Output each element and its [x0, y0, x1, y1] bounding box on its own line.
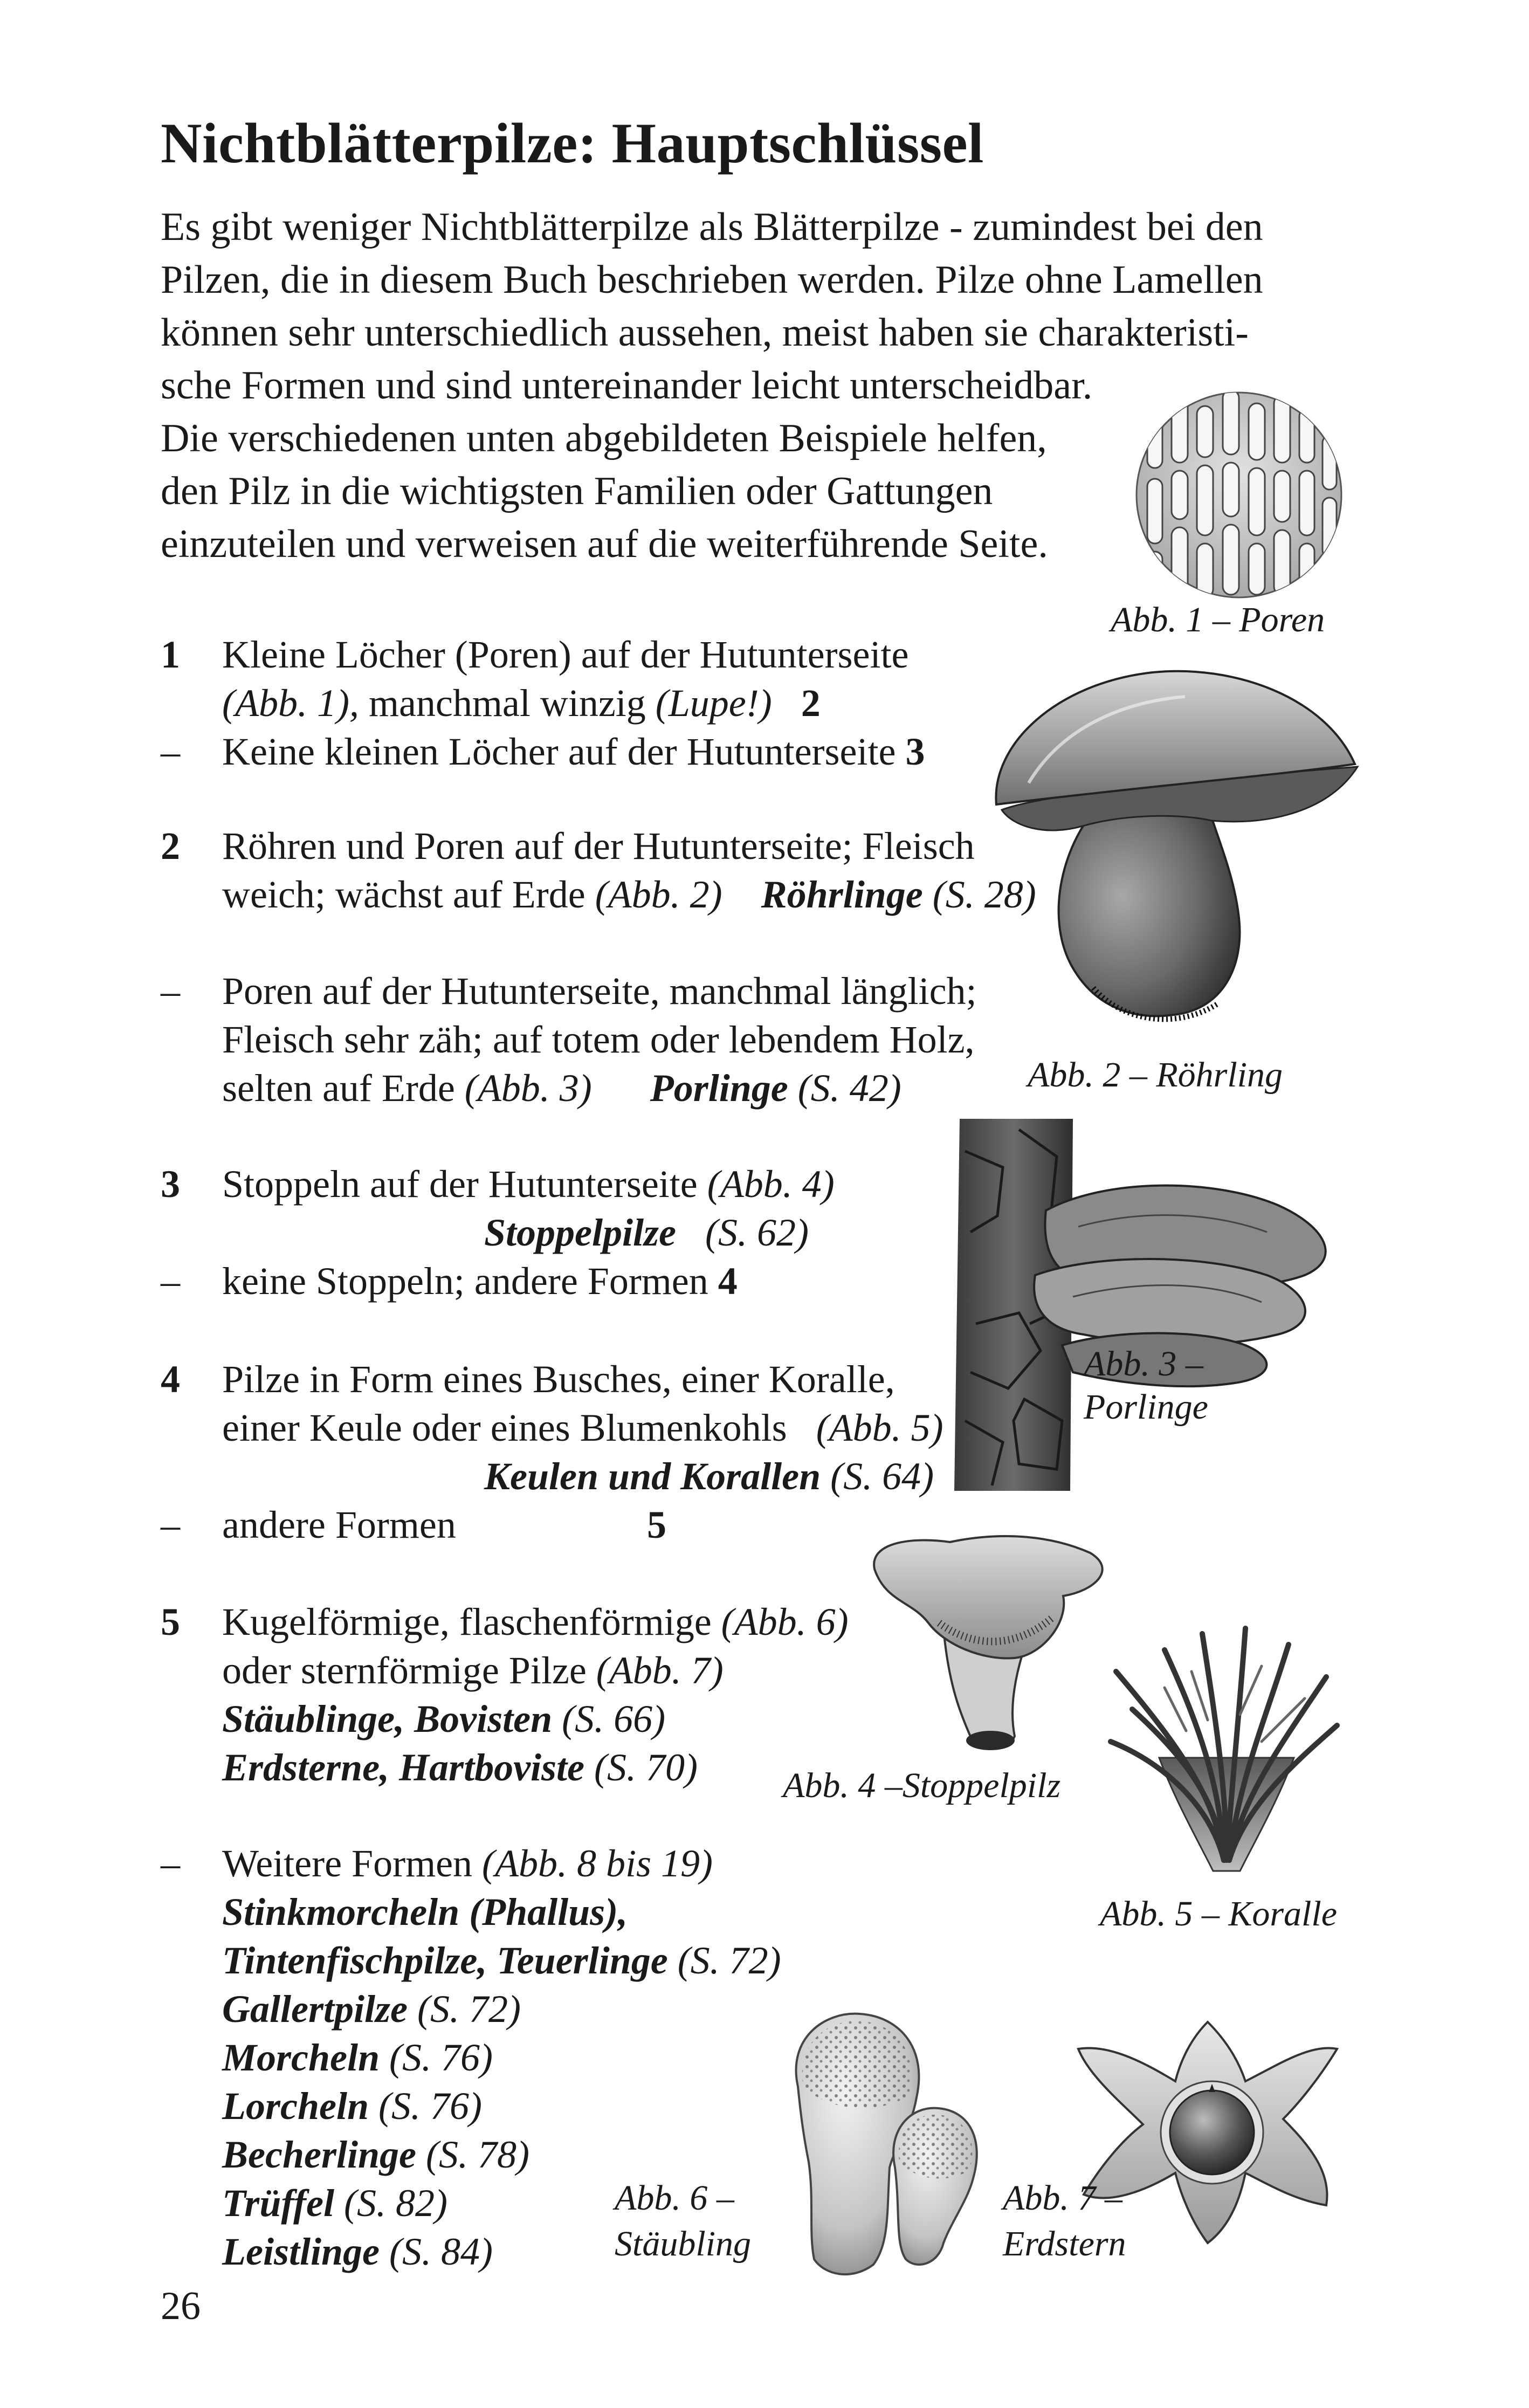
intro-line: Pilzen, die in diesem Buch beschrieben werden. Pilze ohne Lamellen	[161, 258, 1263, 302]
genus-name: Tintenfischpilze, Teuerlinge	[222, 1939, 668, 1982]
key-text-line	[222, 727, 925, 776]
figure-ref: (Abb. 1),	[222, 682, 359, 725]
key-text: Pilze in Form eines Busches, einer Koralle,	[222, 1358, 895, 1401]
key-goto: 5	[647, 1503, 666, 1546]
genus-name: Trüffel	[222, 2182, 334, 2225]
key-goto: 2	[801, 682, 821, 725]
page-ref: (S. 42)	[788, 1067, 901, 1110]
key-text: andere Formen	[222, 1503, 456, 1546]
genus-list-item	[222, 2227, 493, 2276]
puffball-illustration	[766, 2006, 992, 2286]
key-dash: –	[161, 1503, 180, 1546]
key-text-line	[222, 1694, 665, 1744]
bracket-fungus-illustration	[954, 1119, 1353, 1491]
figure-caption: Abb. 5 – Koralle	[1100, 1894, 1337, 1934]
genus-name: Röhrlinge	[761, 873, 923, 916]
genus-name: Porlinge	[650, 1067, 788, 1110]
key-text-line	[484, 1208, 809, 1257]
figure-caption: Abb. 4 –Stoppelpilz	[783, 1766, 1061, 1805]
figure-ref: (Abb. 6)	[721, 1600, 849, 1643]
intro-line: Die verschiedenen unten abgebildeten Beispiele helfen,	[161, 416, 1047, 460]
key-text-line	[222, 1403, 943, 1453]
bolete-illustration	[980, 664, 1368, 1052]
pores-illustration	[1131, 387, 1347, 603]
intro-line: sche Formen und sind untereinander leicht unterscheidbar.	[161, 363, 1093, 408]
page-number: 26	[161, 2284, 201, 2328]
key-text-line	[222, 1743, 698, 1792]
figure-caption-line: Erdstern	[1003, 2224, 1126, 2263]
figure-ref: (Abb. 4)	[707, 1162, 835, 1206]
key-text: Poren auf der Hutunterseite, manchmal länglich;	[222, 969, 977, 1013]
key-number: 2	[161, 824, 180, 868]
key-text: Fleisch sehr zäh; auf totem oder lebendem Holz,	[222, 1018, 975, 1061]
figure-caption-line: Abb. 3 –	[1084, 1344, 1203, 1384]
figure-caption-line: Stäubling	[615, 2224, 752, 2263]
page-ref: (S. 76)	[369, 2084, 482, 2128]
key-text: Weitere Formen	[222, 1842, 483, 1885]
key-text: keine Stoppeln; andere Formen	[222, 1260, 718, 1303]
key-text-line	[222, 678, 821, 728]
key-number: 1	[161, 633, 180, 676]
genus-name: Gallertpilze	[222, 1987, 408, 2031]
key-text: oder sternförmige Pilze	[222, 1649, 596, 1692]
key-number: 3	[161, 1162, 180, 1206]
intro-line: können sehr unterschiedlich aussehen, meist haben sie charakteristi-	[161, 311, 1249, 355]
intro-paragraph	[161, 201, 1263, 570]
key-hint: (Lupe!)	[655, 682, 772, 725]
key-text: Stoppeln auf der Hutunterseite	[222, 1162, 707, 1206]
page-ref: (S. 76)	[380, 2036, 493, 2079]
page-ref: (S. 28)	[922, 873, 1036, 916]
genus-list-item	[222, 1887, 628, 1937]
page-title: Nichtblätterpilze: Hauptschlüssel	[161, 112, 984, 175]
key-text: selten auf Erde	[222, 1067, 465, 1110]
key-text-line	[222, 1159, 835, 1209]
key-text-line	[222, 1256, 738, 1306]
page-ref: (S. 70)	[584, 1746, 698, 1789]
key-dash: –	[161, 730, 180, 773]
page-ref: (S. 62)	[705, 1211, 809, 1254]
key-text: Kleine Löcher (Poren) auf der Hutunterseite	[222, 633, 909, 676]
key-text-line	[222, 870, 1036, 919]
key-text-line	[222, 1063, 901, 1113]
key-text: Kugelförmige, flaschenförmige	[222, 1600, 721, 1643]
figure-ref: (Abb. 2)	[595, 873, 722, 916]
genus-name: Morcheln	[222, 2036, 380, 2079]
genus-name: Stoppelpilze	[484, 1211, 676, 1254]
key-text: manchmal winzig	[359, 682, 656, 725]
key-number: 5	[161, 1600, 180, 1643]
figure-caption-line: Abb. 6 –	[615, 2178, 734, 2218]
genus-list-item	[222, 2033, 493, 2082]
genus-name: Stinkmorcheln (Phallus),	[222, 1890, 628, 1934]
figure-ref: (Abb. 3)	[464, 1067, 592, 1110]
genus-list-item	[222, 2178, 447, 2228]
genus-name: Leistlinge	[222, 2230, 380, 2273]
key-text-line	[222, 1839, 713, 1888]
genus-name: Lorcheln	[222, 2084, 369, 2128]
intro-line: Es gibt weniger Nichtblätterpilze als Blätterpilze - zumindest bei den	[161, 205, 1263, 249]
page-ref: (S. 72)	[407, 1987, 521, 2031]
key-text: Röhren und Poren auf der Hutunterseite; Fleisch	[222, 824, 975, 868]
key-goto: 4	[718, 1260, 738, 1303]
key-text-line	[484, 1451, 934, 1501]
key-text: einer Keule oder eines Blumenkohls	[222, 1406, 797, 1449]
figure-caption: Abb. 2 – Röhrling	[1028, 1055, 1283, 1095]
genus-list-item	[222, 1984, 521, 2034]
intro-line: einzuteilen und verweisen auf die weiterführende Seite.	[161, 522, 1048, 566]
figure-caption-line: Abb. 7 –	[1003, 2178, 1122, 2218]
genus-name: Keulen und Korallen	[484, 1455, 821, 1498]
page-ref: (S. 64)	[821, 1455, 934, 1498]
figure-ref: (Abb. 5)	[816, 1406, 943, 1449]
page-ref: (S. 84)	[379, 2230, 493, 2273]
page-ref: (S. 72)	[667, 1939, 781, 1982]
figure-caption-line: Porlinge	[1084, 1387, 1208, 1427]
figure-ref: (Abb. 7)	[596, 1649, 724, 1692]
genus-name: Becherlinge	[222, 2133, 416, 2176]
key-text: weich; wächst auf Erde	[222, 873, 595, 916]
figure-caption: Abb. 1 – Poren	[1111, 600, 1325, 639]
figure-ref: (Abb. 8 bis 19)	[482, 1842, 713, 1885]
key-text: Keine kleinen Löcher auf der Hutunterseite	[222, 730, 906, 773]
key-text-line	[222, 1597, 849, 1647]
hedgehog-fungus-illustration	[864, 1531, 1117, 1758]
page-ref: (S. 78)	[416, 2133, 529, 2176]
key-dash: –	[161, 969, 180, 1013]
genus-list-item	[222, 2081, 482, 2131]
intro-line: den Pilz in die wichtigsten Familien oder Gattungen	[161, 469, 993, 513]
genus-name: Erdsterne, Hartboviste	[222, 1746, 585, 1789]
key-number: 4	[161, 1358, 180, 1401]
key-dash: –	[161, 1842, 180, 1885]
genus-list-item	[222, 2130, 529, 2179]
page-ref: (S. 82)	[334, 2182, 447, 2225]
page-ref: (S. 66)	[552, 1697, 666, 1740]
key-goto: 3	[905, 730, 925, 773]
key-text-line	[222, 1646, 724, 1695]
genus-list-item	[222, 1936, 781, 1985]
key-dash: –	[161, 1260, 180, 1303]
coral-fungus-illustration	[1100, 1623, 1348, 1882]
genus-name: Stäublinge, Bovisten	[222, 1697, 553, 1740]
